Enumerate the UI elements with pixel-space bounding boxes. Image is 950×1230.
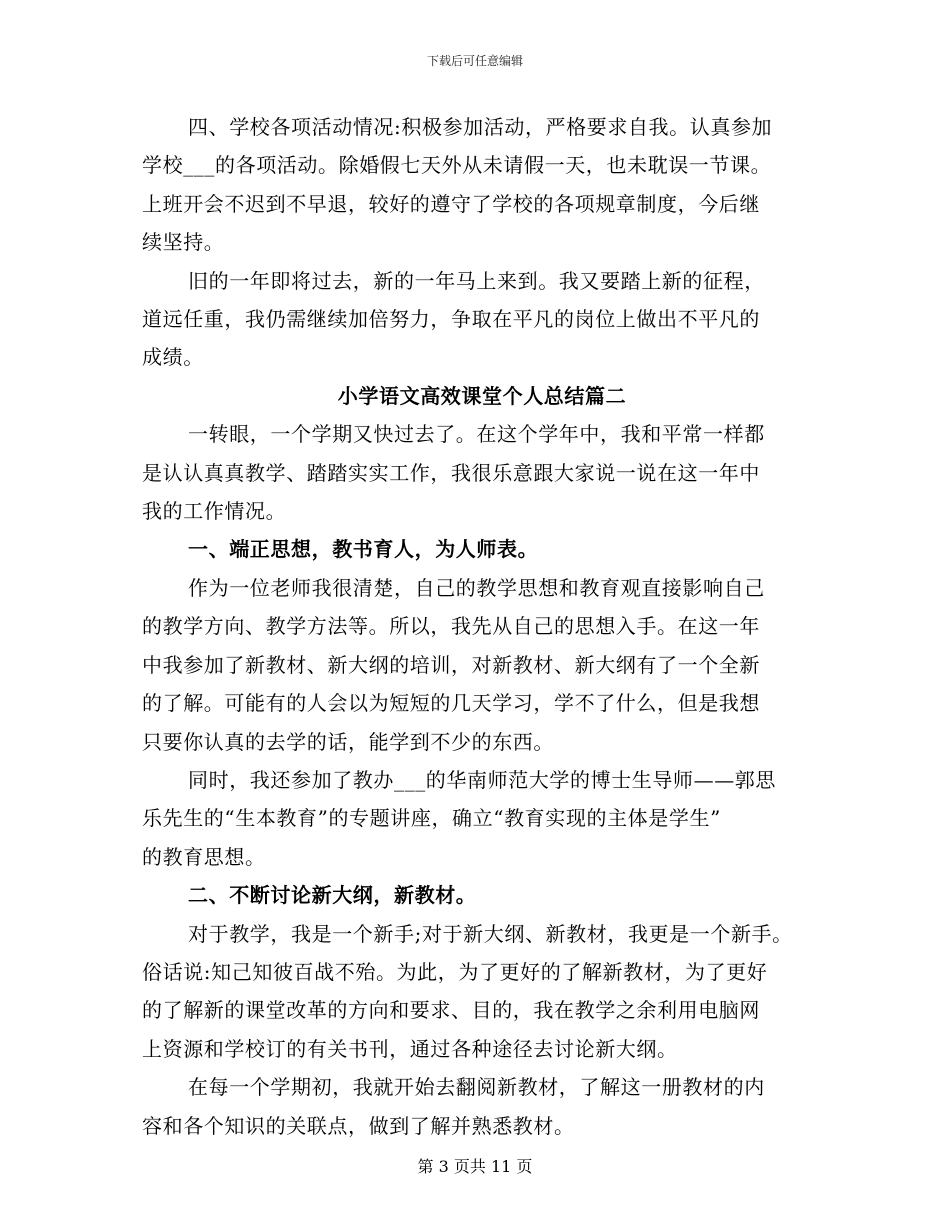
paragraph xyxy=(142,108,822,262)
text-line: 四、学校各项活动情况:积极参加活动，严格要求自我。认真参加 xyxy=(188,115,773,139)
text-line: 的了解。可能有的人会以为短短的几天学习，学不了什么，但是我想 xyxy=(142,691,760,716)
paragraph xyxy=(142,761,822,876)
text-line: 续坚持。 xyxy=(142,230,225,255)
text-line: 在每一个学期初，我就开始去翻阅新教材，了解这一册教材的内 xyxy=(188,1075,765,1100)
paragraph xyxy=(142,1068,822,1145)
text-line: 道远任重，我仍需继续加倍努力，争取在平凡的岗位上做出不平凡的 xyxy=(142,307,760,332)
text-line: 旧的一年即将过去，新的一年马上来到。我又要踏上新的征程， xyxy=(188,268,765,293)
text-line: 的了解新的课堂改革的方向和要求、目的，我在教学之余利用电脑网 xyxy=(142,998,760,1023)
text-line: 乐先生的“生本教育”的专题讲座，确立“教育实现的主体是学生” xyxy=(142,806,721,831)
paragraph xyxy=(142,415,822,530)
text-line: 是认认真真教学、踏踏实实工作，我很乐意跟大家说一说在这一年中 xyxy=(142,460,760,485)
text-line: 的教学方向、教学方法等。所以，我先从自己的思想入手。在这一年 xyxy=(142,614,760,639)
paragraph xyxy=(142,262,822,377)
text-line: 我的工作情况。 xyxy=(142,499,287,524)
text-line: 成绩。 xyxy=(142,345,204,370)
text-line: 容和各个知识的关联点，做到了解并熟悉教材。 xyxy=(142,1113,575,1138)
text-line: 上班开会不迟到不早退，较好的遵守了学校的各项规章制度，今后继 xyxy=(142,191,760,216)
section-title: 小学语文高效课堂个人总结篇二 xyxy=(337,383,627,408)
paragraph xyxy=(142,569,822,761)
paragraph xyxy=(142,915,822,1069)
text-line: 学校___的各项活动。除婚假七天外从未请假一天，也未耽误一节课。 xyxy=(142,153,772,178)
text-line: 一转眼，一个学期又快过去了。在这个学年中，我和平常一样都 xyxy=(188,422,765,447)
text-line: 对于教学，我是一个新手;对于新大纲、新教材，我更是一个新手。 xyxy=(188,921,793,946)
document-body xyxy=(142,108,822,1145)
text-line: 的教育思想。 xyxy=(142,844,266,869)
text-line: 作为一位老师我很清楚，自己的教学思想和教育观直接影响自己 xyxy=(188,575,765,600)
text-line: 俗话说:知己知彼百战不殆。为此，为了更好的了解新教材，为了更好 xyxy=(142,959,768,984)
text-line: 同时，我还参加了教办___的华南师范大学的博士生导师——郭思 xyxy=(188,767,776,792)
page-footer: 第 3 页共 11 页 xyxy=(417,1157,533,1176)
text-line: 上资源和学校订的有关书刊，通过各种途径去讨论新大纲。 xyxy=(142,1036,678,1061)
section-heading: 二、不断讨论新大纲，新教材。 xyxy=(188,883,477,908)
section-heading: 一、端正思想，教书育人，为人师表。 xyxy=(188,537,539,562)
text-line: 只要你认真的去学的话，能学到不少的东西。 xyxy=(142,729,554,754)
page-header: 下载后可任意编辑 xyxy=(426,54,523,68)
text-line: 中我参加了新教材、新大纲的培训，对新教材、新大纲有了一个全新 xyxy=(142,652,760,677)
